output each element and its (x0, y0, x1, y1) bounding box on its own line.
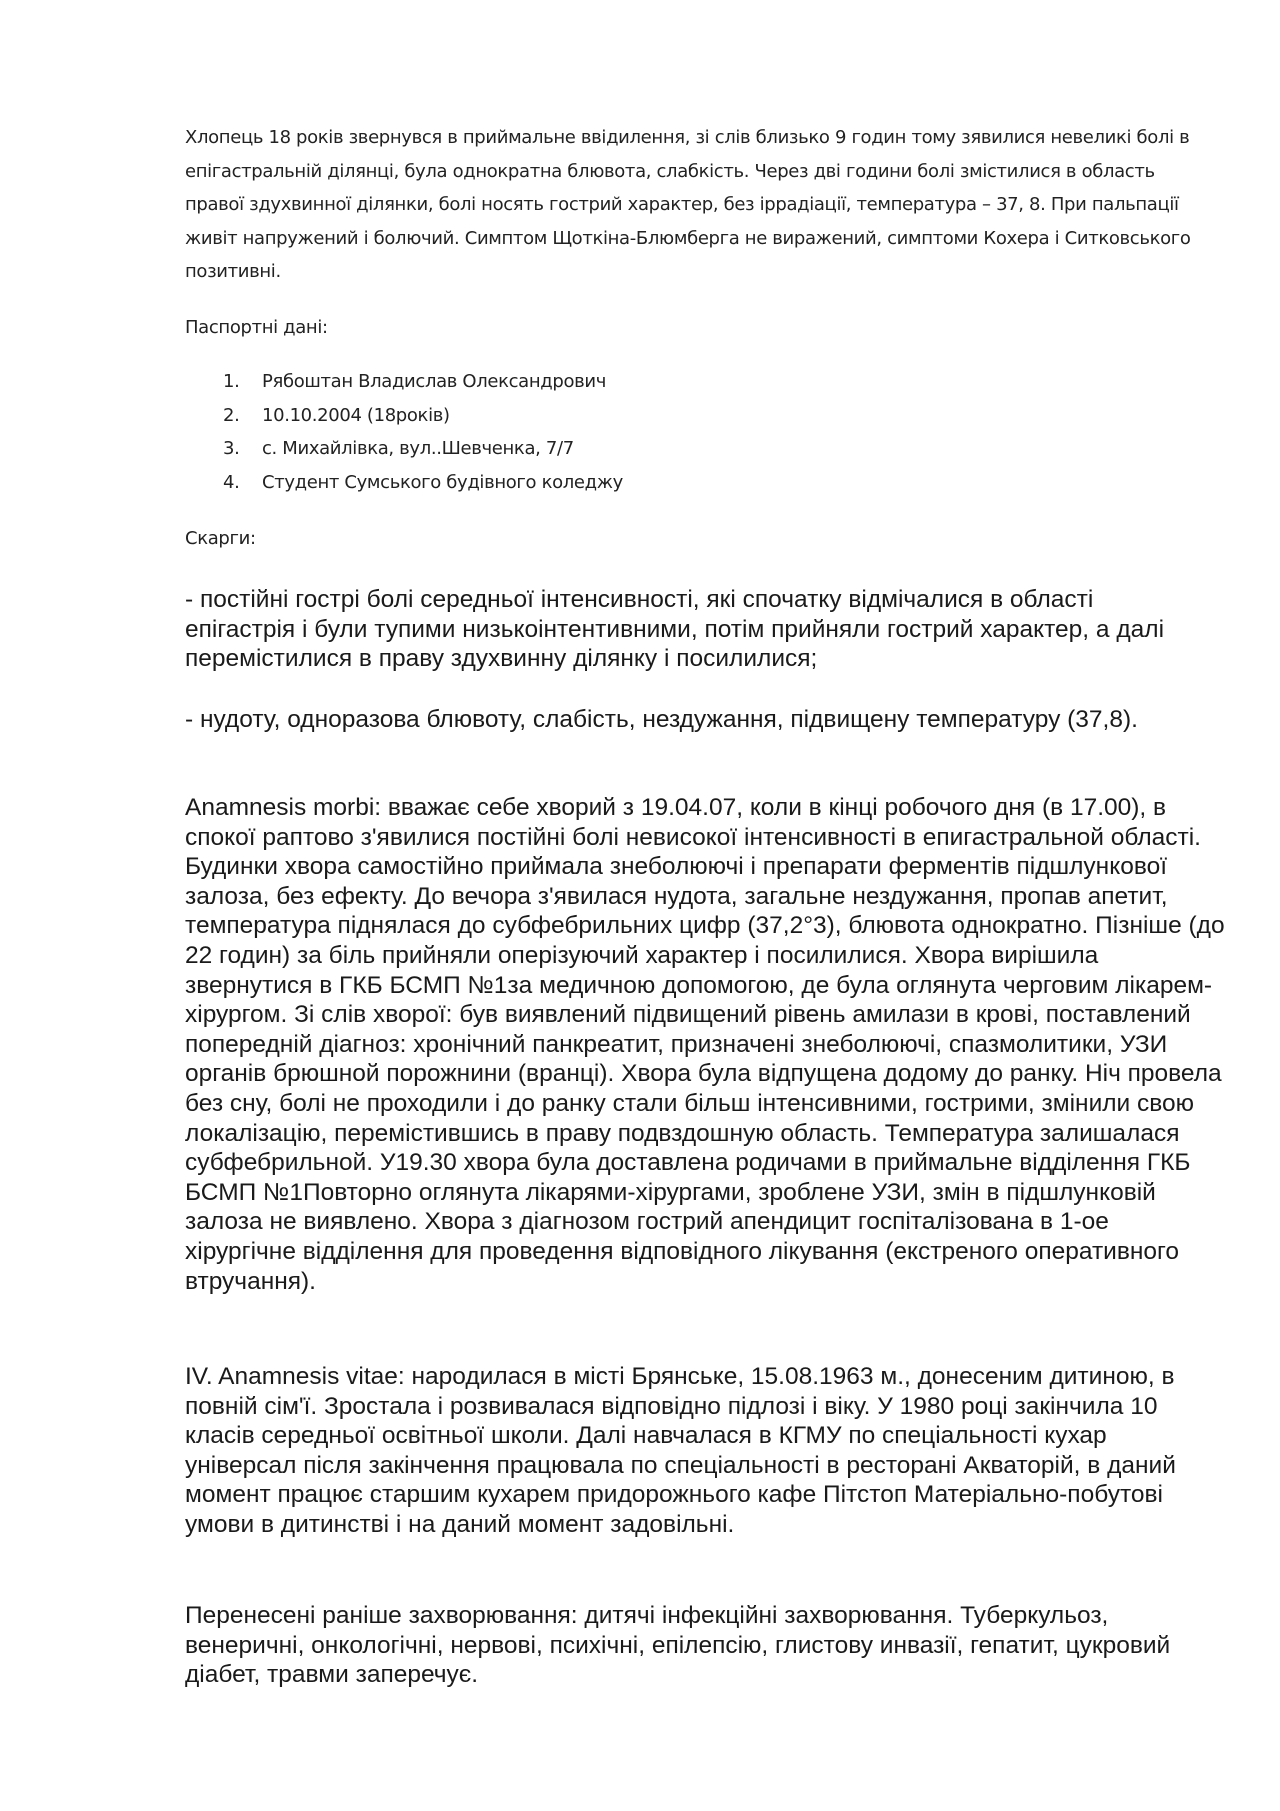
list-item-text: Студент Сумського будівного коледжу (262, 471, 623, 493)
list-item-number: 2. (223, 404, 240, 426)
list-item (185, 399, 1085, 433)
complaints-label: Скарги: (185, 528, 256, 549)
intro-paragraph: Хлопець 18 років звернувся в приймальне ввідилення, зі слів близько 9 годин тому зявилися невеликі болі в епігастральній ділянці, була однократна блювота, слабкість. Через дві години болі змістилися в область правої здухвинної ділянки, болі носять гострий характер, без іррадіації, температура – 37, 8. При пальпації живіт напружений і болючий. Симптом Щоткіна-Блюмберга не виражений, симптоми Кохера і Ситковського позитивні. (185, 127, 1191, 282)
complaint-paragraph: - нудоту, одноразова блювоту, слабість, нездужання, підвищену температуру (37,8). (185, 706, 1138, 733)
list-item-number: 3. (223, 438, 240, 459)
passport-label: Паспортні дані: (185, 317, 328, 338)
passport-list (185, 365, 1085, 499)
list-item (185, 365, 1085, 399)
past-illnesses-paragraph: Перенесені раніше захворювання: дитячі інфекційні захворювання. Туберкульоз, венеричні, онкологічні, нервові, психічні, епілепсію, глистову инвазії, гепатит, цукровий діабет, травми заперечує. (185, 1602, 1171, 1689)
list-item (185, 466, 1085, 500)
anamnesis-vitae-paragraph: IV. Anamnesis vitae: народилася в місті Брянське, 15.08.1963 м., донесеним дитиною, в повній сім'ї. Зростала і розвивалася відповідно підлозі і віку. У 1980 році закінчила 10 класів середньої освітньої школи. Далі навчалася в КГМУ по спеціальності кухар універсал після закінчення працювала по спеціальності в ресторані Акваторій, в даний момент працює старшим кухарем придорожнього кафе Пітстоп Матеріально-побутові умови в дитинстві і на даний момент задовільні. (185, 1363, 1176, 1538)
list-item-number: 4. (223, 471, 240, 493)
list-item-number: 1. (223, 371, 240, 392)
complaint-paragraph: - постійні гострі болі середньої інтенсивності, які спочатку відмічалися в області епігастрія і були тупими низькоінтентивними, потім прийняли гострий характер, а далі перемістилися в праву здухвинну ділянку і посилилися; (185, 586, 1165, 673)
list-item (185, 432, 1085, 466)
list-item-text: с. Михайлівка, вул..Шевченка, 7/7 (262, 438, 574, 459)
anamnesis-morbi-paragraph: Anamnesis morbi: вважає себе хворий з 19.04.07, коли в кінці робочого дня (в 17.00), в спокої раптово з'явилися постійні болі невисокої інтенсивності в епигастральной області. Будинки хвора самостійно приймала знеболюючі і препарати ферментів підшлункової залоза, без ефекту. До вечора з'явилася нудота, загальне нездужання, пропав апетит, температура піднялася до субфебрильних цифр (37,2°3), блювота однократно. Пізніше (до 22 годин) за біль прийняли оперізуючий характер і посилилися. Хвора вирішила звернутися в ГКБ БСМП №1за медичною допомогою, де була оглянута черговим лікарем-хірургом. Зі слів хворої: був виявлений підвищений рівень амилази в крові, поставлений попередній діагноз: хронічний панкреатит, призначені знеболюючі, спазмолитики, УЗИ органів брюшной порожнини (вранці). Хвора була відпущена додому до ранку. Ніч провела без сну, болі не проходили і до ранку стали більш інтенсивними, гострими, змінили свою локалізацію, перемістившись в праву подвздошную область. Температура залишалася субфебрильной. У19.30 хвора була доставлена родичами в приймальне відділення ГКБ БСМП №1Повторно оглянута лікарями-хірургами, зроблене УЗИ, змін в підшлунковій залоза не виявлено. Хвора з діагнозом гострий апендицит госпіталізована в 1-ое хірургічне відділення для проведення відповідного лікування (екстреного оперативного втручання). (185, 794, 1225, 1295)
list-item-text: Рябоштан Владислав Олександрович (262, 371, 607, 392)
list-item-text: 10.10.2004 (18років) (262, 404, 450, 426)
